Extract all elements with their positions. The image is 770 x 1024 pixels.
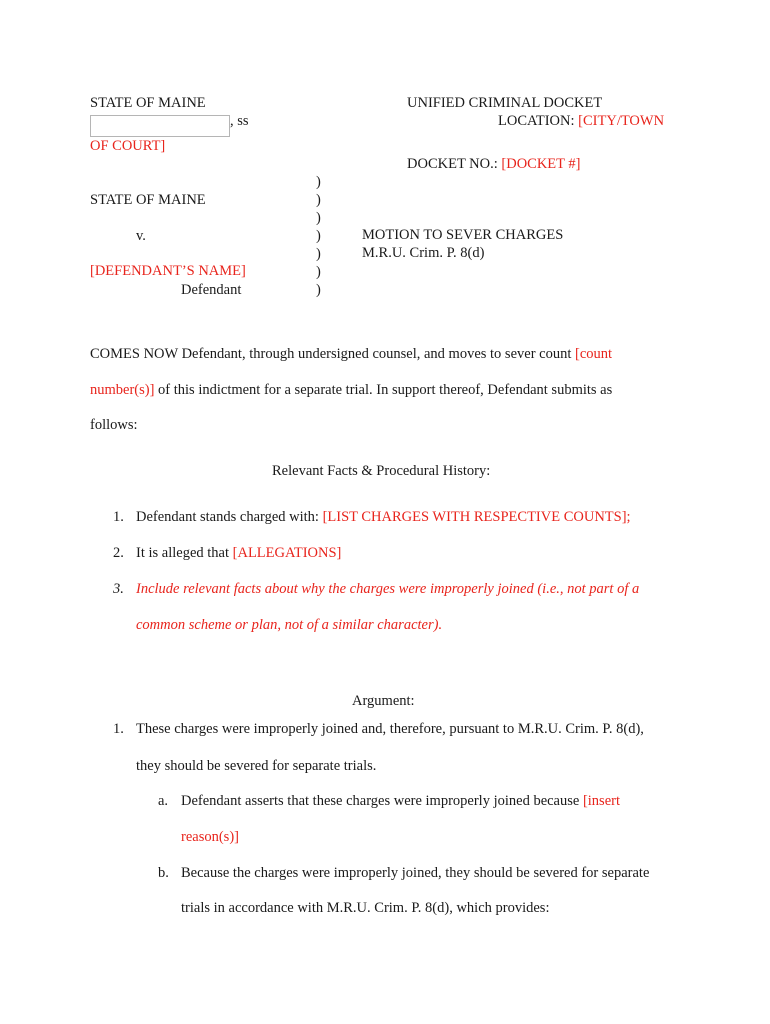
location-line <box>498 112 664 130</box>
argument-item-number: 1. <box>113 721 124 737</box>
docket-value: [DOCKET #] <box>501 156 581 172</box>
docket-label: DOCKET NO.: <box>407 156 502 172</box>
ss-label: , ss <box>230 113 249 129</box>
facts-item-2 <box>136 544 341 562</box>
caption-paren: ) <box>316 192 321 208</box>
location-label: LOCATION: <box>498 113 579 129</box>
location-continuation: OF COURT] <box>90 138 166 154</box>
facts-item-1 <box>136 508 631 526</box>
reason-placeholder: [insert <box>582 793 620 809</box>
argument-text: Defendant asserts that these charges were improperly joined because <box>181 793 583 809</box>
motion-rule: M.R.U. Crim. P. 8(d) <box>362 245 485 261</box>
count-placeholder: number(s)] <box>90 382 155 398</box>
argument-heading: Argument: <box>352 693 415 709</box>
sub-item-a-line-1 <box>181 792 620 810</box>
motion-title: MOTION TO SEVER CHARGES <box>362 227 564 243</box>
sub-item-label: b. <box>158 865 169 881</box>
intro-text: COMES NOW Defendant, through undersigned counsel, and moves to sever count <box>90 346 575 362</box>
facts-text: It is alleged that <box>136 545 233 561</box>
facts-item-number: 3. <box>113 581 124 597</box>
intro-line-3: follows: <box>90 417 138 433</box>
argument-item-1-line-2: they should be severed for separate trials. <box>136 758 377 774</box>
defendant-name: [DEFENDANT’S NAME] <box>90 263 246 279</box>
caption-paren: ) <box>316 246 321 262</box>
caption-paren: ) <box>316 210 321 226</box>
caption-paren: ) <box>316 264 321 280</box>
sub-item-b-line-1: Because the charges were improperly joined, they should be severed for separate <box>181 865 650 881</box>
facts-item-number: 2. <box>113 545 124 561</box>
allegations-placeholder: [ALLEGATIONS] <box>232 545 342 561</box>
sub-item-b-line-2: trials in accordance with M.R.U. Crim. P. 8(d), which provides: <box>181 900 550 916</box>
caption-paren: ) <box>316 282 321 298</box>
facts-item-3-line-1: Include relevant facts about why the charges were improperly joined (i.e., not part of a <box>136 581 640 597</box>
county-input[interactable] <box>90 115 230 137</box>
argument-item-1-line-1: These charges were improperly joined and, therefore, pursuant to M.R.U. Crim. P. 8(d), <box>136 721 644 737</box>
intro-text: of this indictment for a separate trial. In support thereof, Defendant submits as <box>154 382 613 398</box>
intro-line-1 <box>90 345 612 363</box>
location-value: [CITY/TOWN <box>578 113 665 129</box>
defendant-role: Defendant <box>181 282 242 298</box>
state-heading: STATE OF MAINE <box>90 95 206 111</box>
count-placeholder: [count <box>575 346 613 362</box>
sub-item-label: a. <box>158 793 169 809</box>
charges-placeholder: [LIST CHARGES WITH RESPECTIVE COUNTS]; <box>322 509 631 525</box>
intro-line-2 <box>90 381 612 399</box>
caption-paren: ) <box>316 174 321 190</box>
caption-paren: ) <box>316 228 321 244</box>
facts-item-number: 1. <box>113 509 124 525</box>
court-title: UNIFIED CRIMINAL DOCKET <box>407 95 603 111</box>
versus-label: v. <box>136 228 146 244</box>
facts-text: Defendant stands charged with: <box>136 509 323 525</box>
facts-heading: Relevant Facts & Procedural History: <box>272 463 491 479</box>
docket-line <box>407 155 580 173</box>
plaintiff-name: STATE OF MAINE <box>90 192 206 208</box>
sub-item-a-line-2: reason(s)] <box>181 829 239 845</box>
facts-item-3-line-2: common scheme or plan, not of a similar character). <box>136 617 443 633</box>
